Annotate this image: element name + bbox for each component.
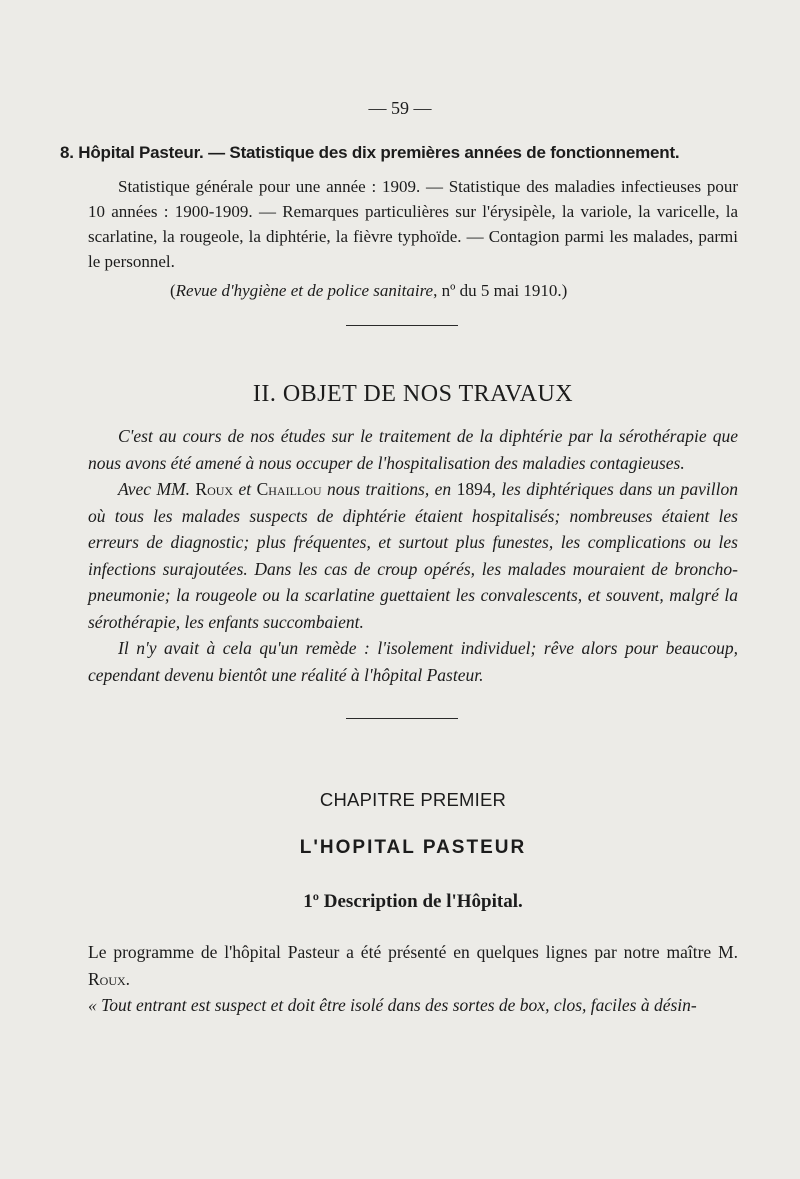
para2-text-b: nous traitions, en	[321, 479, 457, 499]
citation-rest: , nº du 5 mai 1910.)	[433, 281, 568, 300]
section-paragraph-1: C'est au cours de nos études sur le traitement de la diphtérie par la sérothérapie que nous avons été amené à nous occuper de l'hospitalisation des maladies contagieuses.	[88, 426, 738, 473]
separator-rule	[346, 325, 458, 326]
page-number: — 59 —	[368, 98, 432, 118]
section-title: II. OBJET DE NOS TRAVAUX	[252, 381, 574, 407]
item-body: Statistique générale pour une année : 1909. — Statistique des maladies infectieuses pour 10 années : 1900-1909. — Remarques particulières sur l'érysipèle, la variole, la varicelle, la scarlatine, la rougeole, la diphtérie, la fièvre typhoïde. — Contagion parmi les malades, parmi le personnel.	[88, 177, 738, 271]
para2-year: 1894	[456, 479, 492, 499]
chapter-title: L'HOPITAL PASTEUR	[299, 837, 527, 858]
item-title: 8. Hôpital Pasteur. — Statistique des dix premières années de fonctionnement.	[60, 143, 680, 162]
subsection-title: 1º Description de l'Hôpital.	[303, 891, 523, 912]
para2-text-a: Avec MM.	[118, 479, 196, 499]
para2-text-et: et	[233, 479, 257, 499]
author-roux: Roux	[195, 479, 234, 499]
chapter-para-text-a: Le programme de l'hôpital Pasteur a été présenté en quelques lignes par notre maître M.	[88, 942, 738, 962]
quote-line: « Tout entrant est suspect et doit être isolé dans des sortes de box, clos, faciles à désin-	[88, 995, 697, 1015]
author-roux-2: Roux	[88, 968, 126, 989]
separator-rule-2	[346, 718, 458, 719]
chapter-para-text-b: .	[125, 968, 131, 989]
author-chaillou: Chaillou	[256, 479, 322, 499]
chapter-label: CHAPITRE PREMIER	[319, 789, 507, 810]
page-content	[60, 140, 738, 1019]
citation-open: (	[170, 281, 176, 300]
chapter-paragraph	[88, 939, 738, 992]
section-paragraph-3: Il n'y avait à cela qu'un remède : l'isolement individuel; rêve alors pour beaucoup, cependant devenu bientôt une réalité à l'hôpital Pasteur.	[88, 638, 738, 685]
para2-text-c: , les diphtériques dans un pavillon où tous les malades suspects de diphtérie étaient hospitalisés; nombreuses étaient les erreurs de diagnostic; plus fréquentes, et surtout plus funestes, les complications ou les infections surajoutées. Dans les cas de croup opérés, les malades mouraient de broncho-pneumonie; la rougeole ou la scarlatine guettaient les convalescents, et souvent, malgré la sérothérapie, les enfants succombaient.	[88, 479, 738, 632]
section-paragraph-2	[88, 476, 738, 635]
citation	[170, 278, 738, 303]
citation-source: Revue d'hygiène et de police sanitaire	[175, 281, 434, 300]
